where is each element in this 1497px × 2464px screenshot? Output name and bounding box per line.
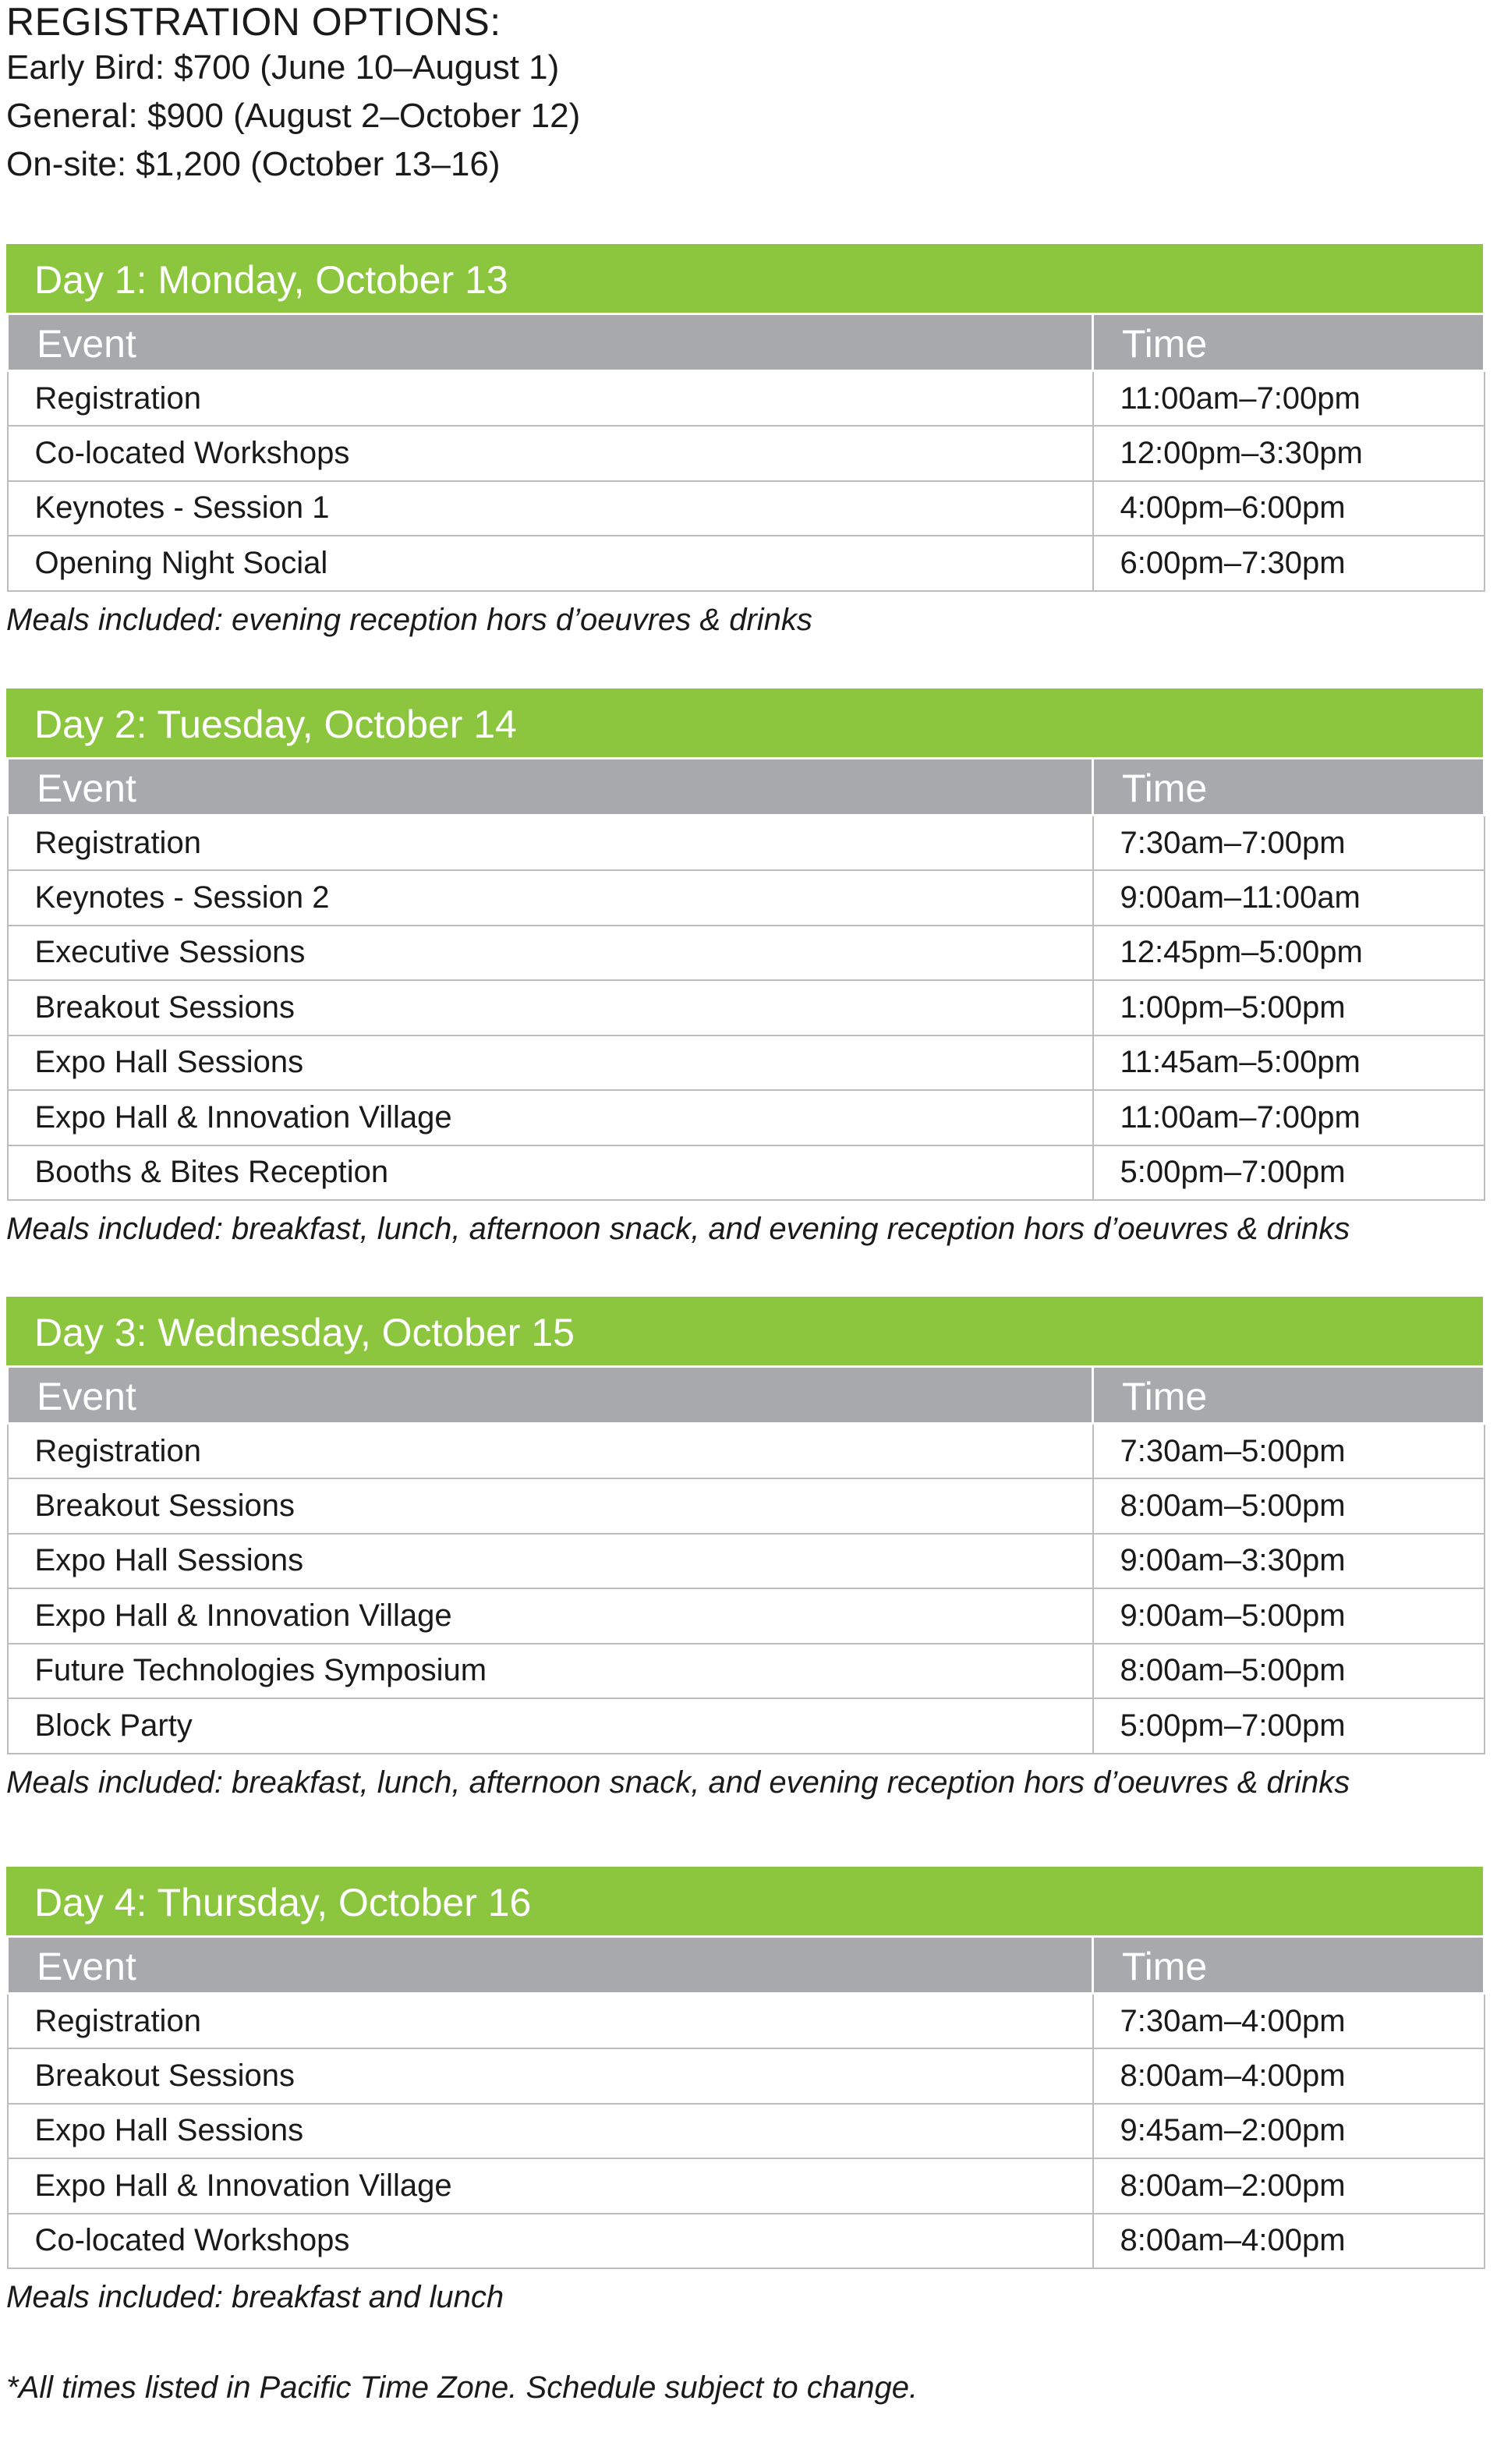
time-column-header: Time [1093,759,1485,816]
time-cell: 4:00pm–6:00pm [1093,481,1485,536]
table-row [8,2214,1485,2269]
event-cell: Co-located Workshops [8,426,1093,481]
schedule-table [6,1935,1485,2269]
event-cell: Expo Hall Sessions [8,1534,1093,1589]
time-cell: 12:00pm–3:30pm [1093,426,1485,481]
event-cell: Breakout Sessions [8,2048,1093,2104]
day-title: Day 4: Thursday, October 16 [6,1867,1483,1935]
time-cell: 12:45pm–5:00pm [1093,926,1485,981]
time-cell: 11:00am–7:00pm [1093,1090,1485,1145]
timezone-footnote: *All times listed in Pacific Time Zone. Schedule subject to change. [6,2370,918,2405]
table-row [8,2158,1485,2214]
day-title: Day 3: Wednesday, October 15 [6,1297,1483,1365]
meals-note: Meals included: breakfast and lunch [6,2280,504,2314]
meals-note: Meals included: breakfast, lunch, afternoon snack, and evening reception hors d’oeuvres & drinks [6,1765,1350,1800]
event-cell: Expo Hall & Innovation Village [8,1588,1093,1644]
table-row [8,1036,1485,1091]
time-column-header: Time [1093,314,1485,371]
time-cell: 6:00pm–7:30pm [1093,536,1485,591]
table-row [8,816,1485,871]
event-cell: Booths & Bites Reception [8,1145,1093,1201]
table-row [8,1698,1485,1754]
meals-note: Meals included: evening reception hors d’oeuvres & drinks [6,602,812,637]
event-column-header: Event [8,1937,1093,1994]
table-header-row [8,759,1485,816]
day-title: Day 2: Tuesday, October 14 [6,689,1483,757]
registration-title: REGISTRATION OPTIONS: [6,0,501,44]
event-cell: Registration [8,1994,1093,2049]
event-column-header: Event [8,759,1093,816]
time-cell: 7:30am–7:00pm [1093,816,1485,871]
schedule-table [6,1365,1485,1754]
table-row [8,1644,1485,1699]
table-header-row [8,1937,1485,1994]
time-cell: 9:00am–5:00pm [1093,1588,1485,1644]
day-section-3 [6,1297,1483,1801]
table-row [8,1145,1485,1201]
time-cell: 9:45am–2:00pm [1093,2104,1485,2159]
time-cell: 8:00am–5:00pm [1093,1478,1485,1534]
table-header-row [8,1367,1485,1424]
time-cell: 7:30am–4:00pm [1093,1994,1485,2049]
table-row [8,536,1485,591]
table-row [8,1588,1485,1644]
table-row [8,980,1485,1036]
table-row [8,1424,1485,1479]
time-cell: 8:00am–5:00pm [1093,1644,1485,1699]
day-section-4 [6,1867,1483,2316]
registration-options [6,0,580,189]
table-row [8,426,1485,481]
event-cell: Co-located Workshops [8,2214,1093,2269]
time-cell: 11:45am–5:00pm [1093,1036,1485,1091]
day-section-2 [6,689,1483,1248]
table-row [8,1994,1485,2049]
registration-option-on-site: On-site: $1,200 (October 13–16) [6,145,501,183]
event-cell: Future Technologies Symposium [8,1644,1093,1699]
event-cell: Block Party [8,1698,1093,1754]
event-cell: Keynotes - Session 2 [8,870,1093,926]
time-column-header: Time [1093,1937,1485,1994]
time-cell: 9:00am–3:30pm [1093,1534,1485,1589]
event-cell: Executive Sessions [8,926,1093,981]
day-section-1 [6,244,1483,639]
time-cell: 8:00am–4:00pm [1093,2048,1485,2104]
table-row [8,1534,1485,1589]
event-cell: Keynotes - Session 1 [8,481,1093,536]
time-column-header: Time [1093,1367,1485,1424]
event-cell: Breakout Sessions [8,1478,1093,1534]
time-cell: 5:00pm–7:00pm [1093,1145,1485,1201]
time-cell: 8:00am–2:00pm [1093,2158,1485,2214]
registration-option-early-bird: Early Bird: $700 (June 10–August 1) [6,48,560,87]
table-row [8,1478,1485,1534]
table-row [8,1090,1485,1145]
event-cell: Breakout Sessions [8,980,1093,1036]
table-header-row [8,314,1485,371]
time-cell: 5:00pm–7:00pm [1093,1698,1485,1754]
registration-option-general: General: $900 (August 2–October 12) [6,97,581,135]
event-cell: Registration [8,1424,1093,1479]
table-row [8,481,1485,536]
schedule-table [6,757,1485,1201]
schedule-table [6,313,1485,592]
event-cell: Expo Hall Sessions [8,1036,1093,1091]
table-row [8,2048,1485,2104]
event-cell: Expo Hall & Innovation Village [8,1090,1093,1145]
time-cell: 8:00am–4:00pm [1093,2214,1485,2269]
table-row [8,926,1485,981]
event-cell: Opening Night Social [8,536,1093,591]
event-cell: Registration [8,816,1093,871]
event-cell: Registration [8,371,1093,427]
table-row [8,371,1485,427]
event-cell: Expo Hall & Innovation Village [8,2158,1093,2214]
table-row [8,870,1485,926]
time-cell: 1:00pm–5:00pm [1093,980,1485,1036]
time-cell: 11:00am–7:00pm [1093,371,1485,427]
event-cell: Expo Hall Sessions [8,2104,1093,2159]
table-row [8,2104,1485,2159]
event-column-header: Event [8,314,1093,371]
time-cell: 9:00am–11:00am [1093,870,1485,926]
event-column-header: Event [8,1367,1093,1424]
time-cell: 7:30am–5:00pm [1093,1424,1485,1479]
day-title: Day 1: Monday, October 13 [6,244,1483,313]
meals-note: Meals included: breakfast, lunch, afternoon snack, and evening reception hors d’oeuvres & drinks [6,1212,1350,1246]
